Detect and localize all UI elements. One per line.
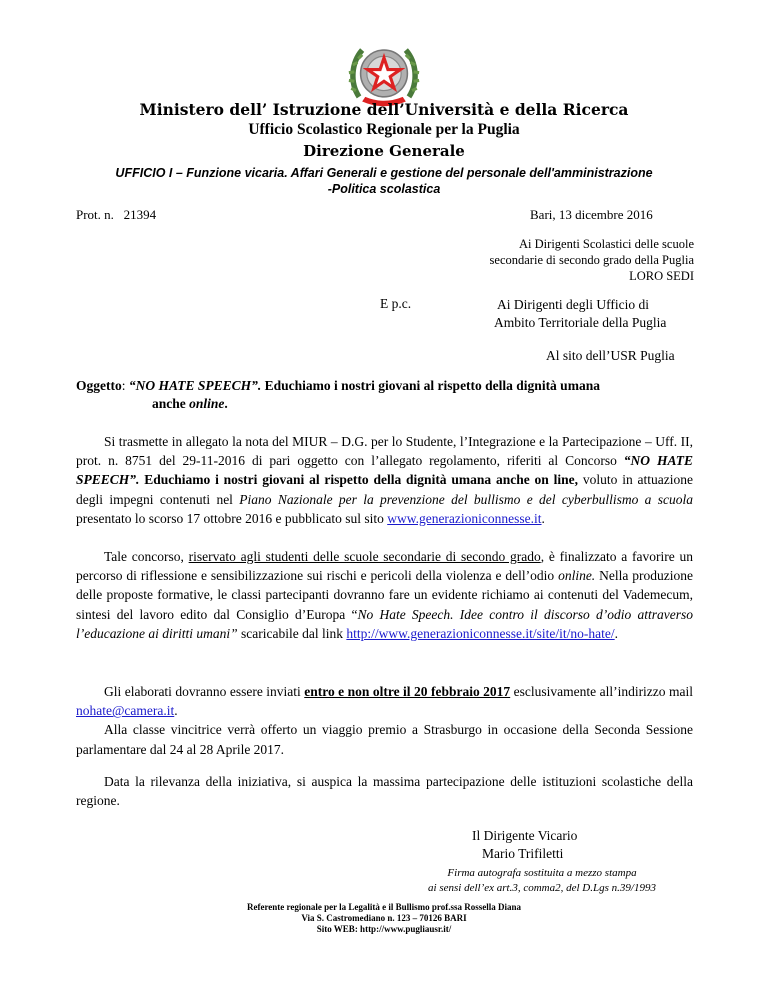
- protocol-number: Prot. n. 21394: [76, 207, 157, 222]
- link-no-hate[interactable]: http://www.generazioniconnesse.it/site/it/no-hate/: [346, 625, 615, 641]
- footer-line: Referente regionale per la Legalità e il Bullismo prof.ssa Rossella Diana: [246, 902, 522, 912]
- subject-quote: “NO HATE SPEECH”.: [128, 378, 262, 393]
- recipient-line: Ai Dirigenti degli Ufficio di: [497, 297, 649, 312]
- recipients-epc: [494, 296, 667, 332]
- unit-title: [60, 165, 708, 197]
- link-email-nohate[interactable]: nohate@camera.it: [76, 703, 175, 719]
- recipients-main: [490, 236, 694, 284]
- signature-block: [472, 827, 577, 863]
- link-generazioniconnesse[interactable]: www.generazioniconnesse.it: [387, 510, 542, 526]
- recipient-line: Ambito Territoriale della Puglia: [494, 315, 667, 330]
- paragraph-3: Gli elaborati dovranno essere inviati entro e non oltre il 20 febbraio 2017 esclusivamente all’indirizzo mail nohate@camera.it. Alla classe vincitrice verrà offerto un viaggio premio a Strasburgo in occasione della Seconda Sessione parlamentare dal 24 al 28 Aprile 2017.: [76, 684, 693, 757]
- paragraph-2: Tale concorso, riservato agli studenti delle scuole secondarie di secondo grado, è finalizzato a favorire un percorso di riflessione e sensibilizzazione sui rischi e pericoli della violenza e dell’odio online. Nella produzione delle proposte formative, le classi partecipanti dovranno fare un evidente richiamo ai contenuti del Vademecum, sintesi del lavoro edito dal Consiglio d’Europa “No Hate Speech. Idee contro il discorso d’odio attraverso l’educazione ai diritti umani” scaricabile dal link http://www.generazioniconnesse.it/site/it/no-hate/.: [76, 549, 693, 641]
- subject-label: Oggetto: [76, 378, 122, 393]
- unit-title-line2: -Politica scolastica: [327, 182, 441, 196]
- footer: [200, 902, 568, 935]
- paragraph-4: Data la rilevanza della iniziativa, si auspica la massima partecipazione delle istituzioni scolastiche della regione.: [76, 774, 693, 809]
- ministry-title: Ministero dell’ Istruzione dell’Università e della Ricerca: [139, 100, 629, 119]
- unit-title-line1: UFFICIO I – Funzione vicaria. Affari Generali e gestione del personale dell'amministrazione: [115, 166, 653, 180]
- paragraph-1: Si trasmette in allegato la nota del MIUR – D.G. per lo Studente, l’Integrazione e la Partecipazione – Uff. II, prot. n. 8751 del 29-11-2016 di pari oggetto con l’allegato regolamento, riferiti al Concorso “NO HATE SPEECH”. Educhiamo i nostri giovani al rispetto della dignità umana anche on line, voluto in attuazione degli impegni contenuti nel Piano Nazionale per la prevenzione del bullismo e del cyberbullismo a scuola presentato lo scorso 17 ottobre 2016 e pubblicato sul sito www.generazioniconnesse.it.: [76, 434, 694, 526]
- footer-line: Sito WEB: http://www.pugliausr.it/: [316, 924, 452, 934]
- footer-line: Via S. Castromediano n. 123 – 70126 BARI: [301, 913, 467, 923]
- direction-title: Direzione Generale: [303, 142, 465, 160]
- signature-note: Firma autografa sostituita a mezzo stampa ai sensi dell’ex art.3, comma2, del D.Lgs n.39/1993: [428, 867, 656, 894]
- place-date: Bari, 13 dicembre 2016: [530, 207, 653, 222]
- recipient-line: secondarie di secondo grado della Puglia: [489, 253, 694, 267]
- regional-office-title: Ufficio Scolastico Regionale per la Puglia: [248, 121, 520, 138]
- signature-name: Mario Trifiletti: [482, 846, 564, 861]
- recipient-line: Ai Dirigenti Scolastici delle scuole: [519, 237, 694, 251]
- signature-role: Il Dirigente Vicario: [472, 828, 578, 843]
- epc-label: E p.c.: [380, 296, 412, 311]
- subject: Oggetto: “NO HATE SPEECH”. Educhiamo i nostri giovani al rispetto della dignità umana anche online.: [76, 378, 600, 411]
- recipient-site: Al sito dell’USR Puglia: [546, 348, 675, 363]
- recipient-line: LORO SEDI: [629, 269, 694, 283]
